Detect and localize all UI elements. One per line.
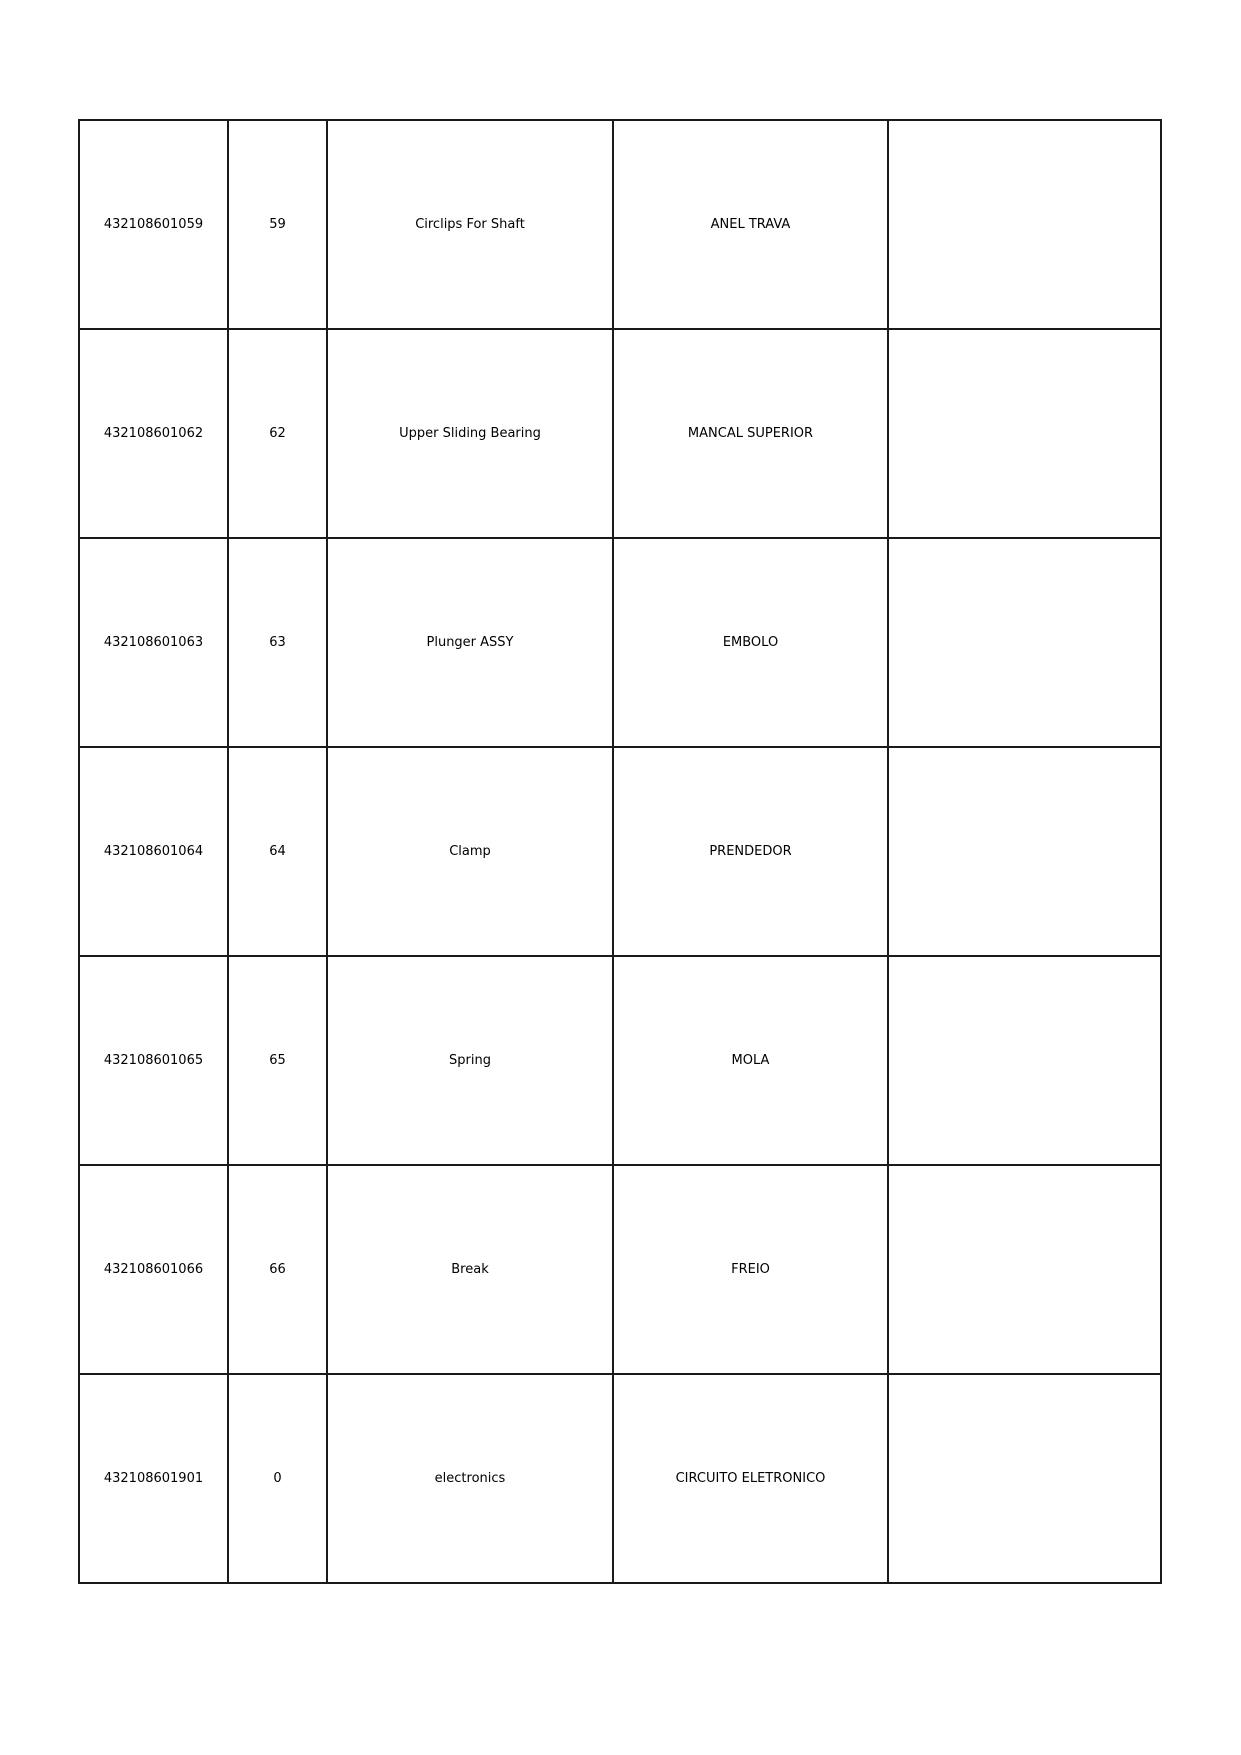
item-number-cell: 62 [228,329,327,538]
description-pt-cell: CIRCUITO ELETRONICO [613,1374,888,1583]
table-row [79,1374,1161,1583]
item-number-cell: 63 [228,538,327,747]
table-row [79,120,1161,329]
part-code-cell: 432108601063 [79,538,228,747]
description-pt-cell: ANEL TRAVA [613,120,888,329]
notes-cell [888,1165,1161,1374]
description-en-cell: electronics [327,1374,613,1583]
part-code-cell: 432108601065 [79,956,228,1165]
notes-cell [888,329,1161,538]
description-pt-cell: FREIO [613,1165,888,1374]
part-code-cell: 432108601064 [79,747,228,956]
description-en-cell: Clamp [327,747,613,956]
description-en-cell: Upper Sliding Bearing [327,329,613,538]
part-code-cell: 432108601059 [79,120,228,329]
part-code-cell: 432108601062 [79,329,228,538]
description-pt-cell: MANCAL SUPERIOR [613,329,888,538]
description-en-cell: Plunger ASSY [327,538,613,747]
part-code-cell: 432108601066 [79,1165,228,1374]
notes-cell [888,747,1161,956]
item-number-cell: 64 [228,747,327,956]
description-en-cell: Spring [327,956,613,1165]
part-code-cell: 432108601901 [79,1374,228,1583]
table-row [79,329,1161,538]
notes-cell [888,120,1161,329]
table-row [79,956,1161,1165]
item-number-cell: 65 [228,956,327,1165]
item-number-cell: 0 [228,1374,327,1583]
description-en-cell: Break [327,1165,613,1374]
table-row [79,747,1161,956]
item-number-cell: 66 [228,1165,327,1374]
parts-table [78,119,1162,1584]
notes-cell [888,1374,1161,1583]
description-pt-cell: PRENDEDOR [613,747,888,956]
item-number-cell: 59 [228,120,327,329]
table-row [79,538,1161,747]
description-pt-cell: EMBOLO [613,538,888,747]
description-en-cell: Circlips For Shaft [327,120,613,329]
notes-cell [888,538,1161,747]
notes-cell [888,956,1161,1165]
table-row [79,1165,1161,1374]
description-pt-cell: MOLA [613,956,888,1165]
